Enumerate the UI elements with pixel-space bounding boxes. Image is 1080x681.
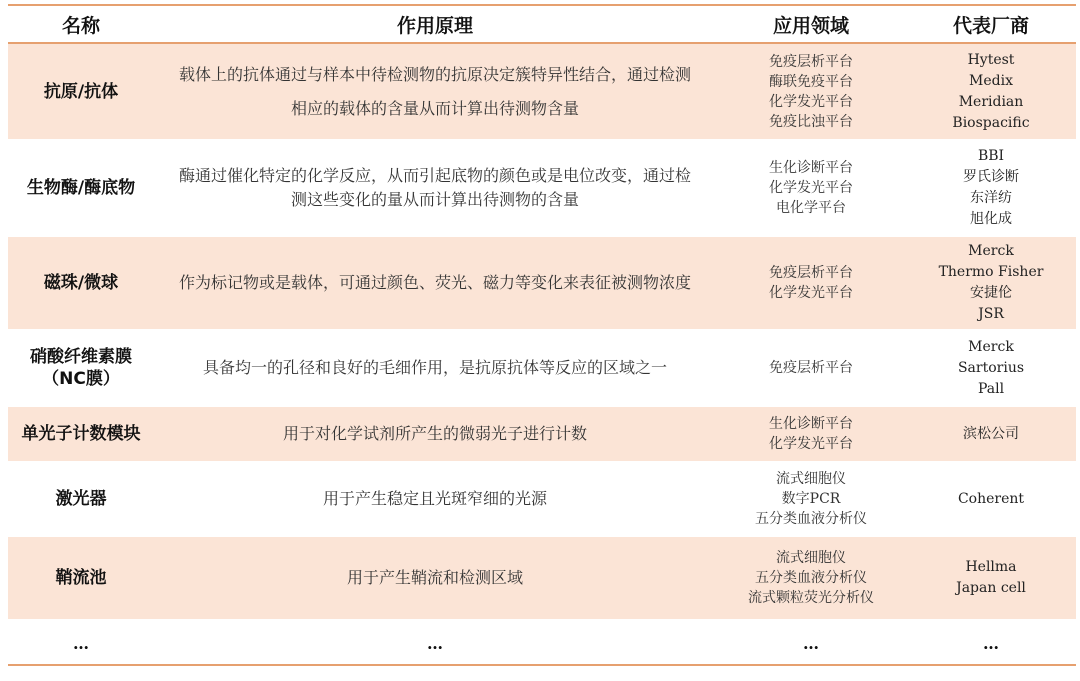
row-applications (716, 535, 906, 621)
row-name: 硝酸纤维素膜（NC膜） (30, 347, 132, 389)
application-item: 化学发光平台 (769, 285, 853, 301)
vendor-item: Hellma (965, 559, 1017, 575)
principle-text: 用于对化学试剂所产生的微弱光子进行计数 (282, 424, 587, 443)
header-vendors: 代表厂商 (952, 14, 1029, 37)
principle-text: 载体上的抗体通过与样本中待检测物的抗原决定簇特异性结合，通过检测相应的载体的含量从而计算出待测物含量 (178, 64, 691, 118)
row-applications (716, 43, 906, 141)
vendor-item: Medix (969, 72, 1013, 89)
row-applications (716, 331, 906, 405)
application-item: 化学发光平台 (769, 93, 853, 110)
row-vendors (906, 141, 1076, 235)
ellipsis-cell: … (427, 634, 443, 653)
application-item: 免疫层析平台 (769, 53, 853, 70)
principle-text: 用于产生鞘流和检测区域 (346, 568, 523, 587)
vendor-item: 滨松公司 (963, 425, 1019, 442)
table-row (8, 141, 1076, 235)
application-item: 化学发光平台 (769, 436, 853, 452)
row-principle (154, 235, 716, 331)
ellipsis-cell: … (803, 634, 819, 653)
vendor-item: Merck (968, 338, 1014, 355)
vendor-item: Sartorius (957, 359, 1025, 376)
table-row (8, 405, 1076, 463)
application-item: 免疫层析平台 (769, 360, 853, 376)
table-row (8, 43, 1076, 141)
vendor-item: Biospacific (952, 114, 1030, 131)
ellipsis-cell: … (983, 634, 999, 653)
row-vendors (906, 535, 1076, 621)
table-row (8, 535, 1076, 621)
row-vendors (906, 463, 1076, 535)
application-item: 免疫层析平台 (769, 265, 853, 281)
header-row (8, 5, 1076, 43)
row-principle (154, 463, 716, 535)
row-principle (154, 43, 716, 141)
vendor-item: BBI (977, 148, 1005, 164)
vendor-item: Coherent (957, 490, 1025, 507)
application-item: 五分类血液分析仪 (755, 570, 867, 586)
row-vendors (906, 235, 1076, 331)
application-item: 免疫比浊平台 (769, 113, 853, 130)
row-vendors (906, 405, 1076, 463)
header-principle: 作用原理 (396, 14, 473, 37)
application-item: 生化诊断平台 (769, 160, 853, 176)
row-name: 磁珠/微球 (8, 235, 154, 331)
row-applications (716, 463, 906, 535)
application-item: 五分类血液分析仪 (755, 511, 867, 527)
row-name: 激光器 (55, 489, 107, 509)
row-principle (154, 331, 716, 405)
row-name: 鞘流池 (8, 535, 154, 621)
row-principle (154, 141, 716, 235)
vendor-item: Pall (977, 380, 1005, 397)
vendor-item: 罗氏诊断 (963, 169, 1019, 185)
row-applications (716, 405, 906, 463)
table-row (8, 331, 1076, 405)
vendor-item: JSR (978, 306, 1004, 322)
row-name: 抗原/抗体 (8, 43, 154, 141)
row-principle (154, 535, 716, 621)
table-row (8, 235, 1076, 331)
principle-text: 具备均一的孔径和良好的毛细作用，是抗原抗体等反应的区域之一 (202, 358, 667, 377)
table-row (8, 463, 1076, 535)
application-item: 酶联免疫平台 (769, 73, 853, 90)
principle-text: 用于产生稳定且光斑窄细的光源 (322, 489, 547, 508)
row-applications (716, 141, 906, 235)
application-item: 流式细胞仪 (776, 471, 846, 487)
header-application: 应用领域 (772, 14, 849, 37)
row-principle (154, 405, 716, 463)
ellipsis-cell: … (73, 634, 89, 653)
row-vendors (906, 331, 1076, 405)
vendor-item: 东洋纺 (970, 190, 1012, 206)
row-vendors (906, 43, 1076, 141)
principle-text: 酶通过催化特定的化学反应，从而引起底物的颜色或是电位改变，通过检测这些变化的量从而计算出待测物的含量 (178, 166, 691, 209)
application-item: 生化诊断平台 (769, 416, 853, 432)
application-item: 流式细胞仪 (776, 550, 846, 566)
header-name: 名称 (61, 14, 100, 37)
vendor-item: Meridian (958, 93, 1024, 110)
components-table (8, 4, 1076, 666)
application-item: 电化学平台 (776, 200, 846, 216)
row-name: 单光子计数模块 (8, 405, 154, 463)
application-item: 化学发光平台 (769, 180, 853, 196)
vendor-item: 安捷伦 (970, 285, 1012, 301)
application-item: 流式颗粒荧光分析仪 (748, 590, 874, 606)
row-applications (716, 235, 906, 331)
vendor-item: Thermo Fisher (938, 264, 1044, 280)
vendor-item: Hytest (967, 51, 1015, 68)
vendor-item: Merck (968, 243, 1014, 259)
application-item: 数字PCR (781, 491, 841, 507)
vendor-item: Japan cell (956, 580, 1026, 596)
vendor-item: 旭化成 (970, 211, 1012, 227)
principle-text: 作为标记物或是载体，可通过颜色、荧光、磁力等变化来表征被测物浓度 (178, 273, 691, 292)
row-name: 生物酶/酶底物 (26, 178, 136, 198)
ellipsis-row (8, 621, 1076, 665)
